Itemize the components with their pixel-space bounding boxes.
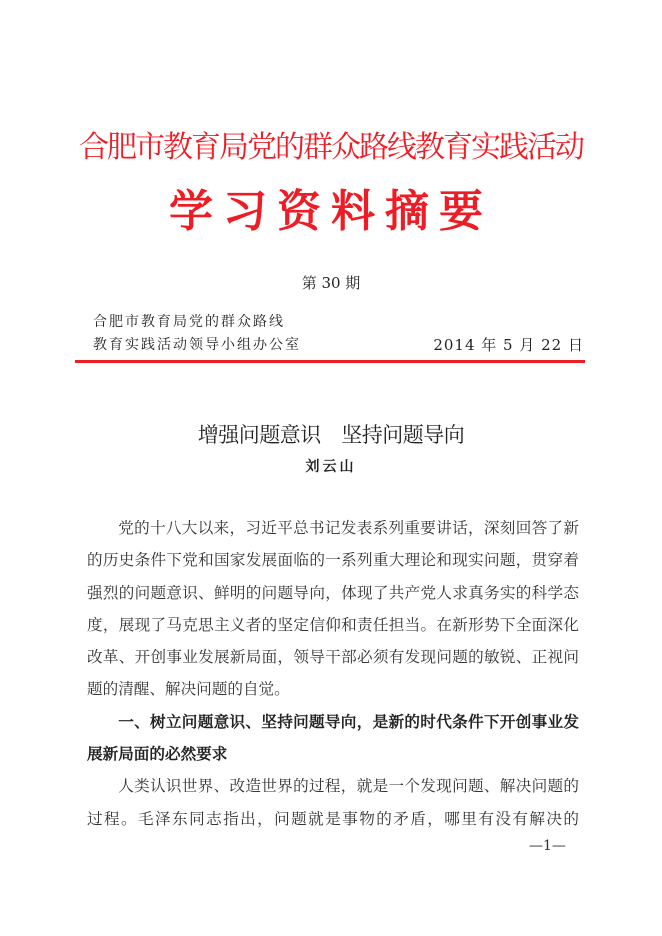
page-number: —1— — [529, 838, 566, 854]
article-title: 增强问题意识 坚持问题导向 — [197, 423, 465, 447]
issuer-line-1: 合肥市教育局党的群众路线 — [93, 314, 285, 330]
article-author: 刘云山 — [305, 459, 357, 475]
red-divider-rule — [75, 360, 585, 363]
article-body — [87, 512, 579, 835]
organization-title: 合肥市教育局党的群众路线教育实践活动 — [79, 130, 583, 165]
issue-number: 第 30 期 — [301, 274, 361, 292]
paragraph: 党的十八大以来，习近平总书记发表系列重要讲话，深刻回答了新的历史条件下党和国家发展面临的一系列重大理论和现实问题，贯穿着强烈的问题意识、鲜明的问题导向，体现了共产党人求真务实的科学态度，展现了马克思主义者的坚定信仰和责任担当。在新形势下全面深化改革、开创事业发展新局面，领导干部必须有发现问题的敏锐、正视问题的清醒、解决问题的自觉。 — [87, 519, 579, 699]
bulletin-title: 学习资料摘要 — [169, 186, 493, 237]
paragraph: 人类认识世界、改造世界的过程，就是一个发现问题、解决问题的过程。毛泽东同志指出，问题就是事物的矛盾，哪里有没有解决的 — [87, 777, 579, 828]
section-heading: 一、树立问题意识、坚持问题导向，是新的时代条件下开创事业发展新局面的必然要求 — [87, 712, 579, 764]
issuer-line-2: 教育实践活动领导小组办公室 — [93, 337, 301, 353]
issue-date: 2014 年 5 月 22 日 — [433, 336, 584, 354]
issuing-office — [93, 311, 301, 357]
